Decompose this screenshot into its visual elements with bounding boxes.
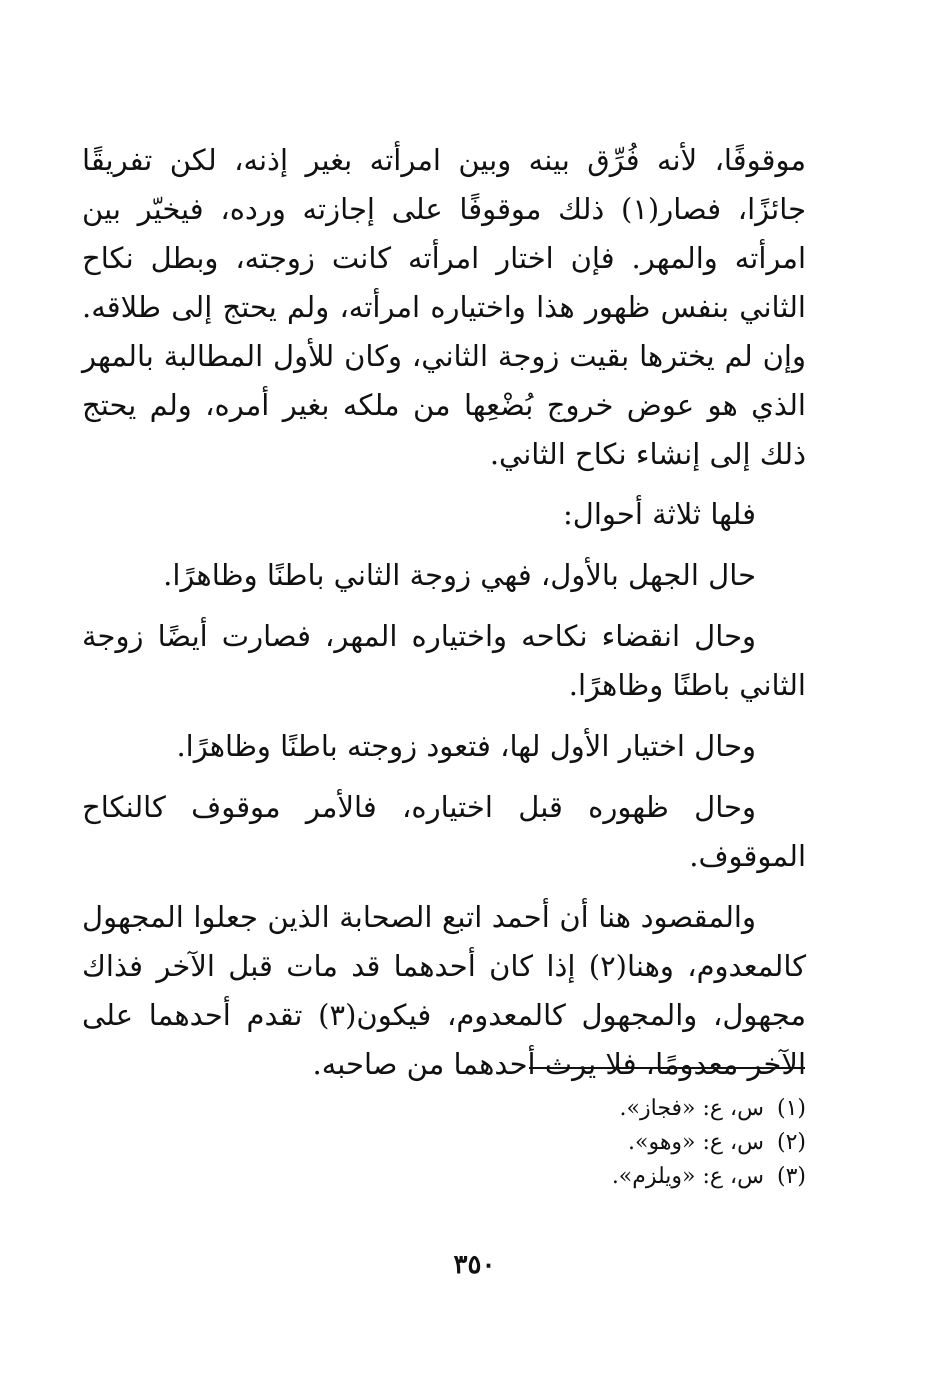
paragraph: حال الجهل بالأول، فهي زوجة الثاني باطنًا وظاهرًا.: [163, 558, 756, 592]
footnote-number: (٣): [776, 1164, 806, 1189]
footnote-number: (٢): [776, 1130, 806, 1155]
paragraph: فلها ثلاثة أحوال:: [563, 497, 756, 531]
footnote-text: س، ع: «ويلزم».: [611, 1164, 764, 1189]
footnote-item: [500, 1160, 806, 1194]
paragraph: وحال ظهوره قبل اختياره، فالأمر موقوف كالنكاح الموقوف.: [82, 790, 806, 873]
footnote-text: س، ع: «وهو».: [628, 1130, 764, 1155]
footnotes: [500, 1092, 806, 1194]
paragraph: والمقصود هنا أن أحمد اتبع الصحابة الذين جعلوا المجهول كالمعدوم، وهنا(٢) إذا كان أحدهما قد مات قبل الآخر فذاك مجهول، والمجهول كالمعدوم، فيكون(٣) تقدم أحدهما على الآخر معدومًا، فلا يرث أحدهما من صاحبه.: [82, 900, 806, 1081]
paragraph: وحال اختيار الأول لها، فتعود زوجته باطنًا وظاهرًا.: [176, 729, 756, 763]
footnote-item: [500, 1126, 806, 1160]
paragraph: وحال انقضاء نكاحه واختياره المهر، فصارت أيضًا زوجة الثاني باطنًا وظاهرًا.: [82, 619, 806, 702]
paragraph: موقوفًا، لأنه فُرِّق بينه وبين امرأته بغير إذنه، لكن تفريقًا جائزًا، فصار(١) ذلك موقوفًا على إجازته ورده، فيخيّر بين امرأته والمهر. فإن اختار امرأته كانت زوجته، وبطل نكاح الثاني بنفس ظهور هذا واختياره امرأته، ولم يحتج إلى طلاقه. وإن لم يخترها بقيت زوجة الثاني، وكان للأول المطالبة بالمهر الذي هو عوض خروج بُضْعِها من ملكه بغير أمره، ولم يحتج ذلك إلى إنشاء نكاح الثاني.: [82, 143, 806, 471]
footnote-item: [500, 1092, 806, 1126]
footnote-number: (١): [776, 1096, 806, 1121]
page-number: ٣٥٠: [453, 1250, 496, 1280]
footnote-divider: [529, 1067, 805, 1069]
footnote-text: س، ع: «فجاز».: [619, 1096, 764, 1121]
main-text: [82, 136, 806, 1089]
